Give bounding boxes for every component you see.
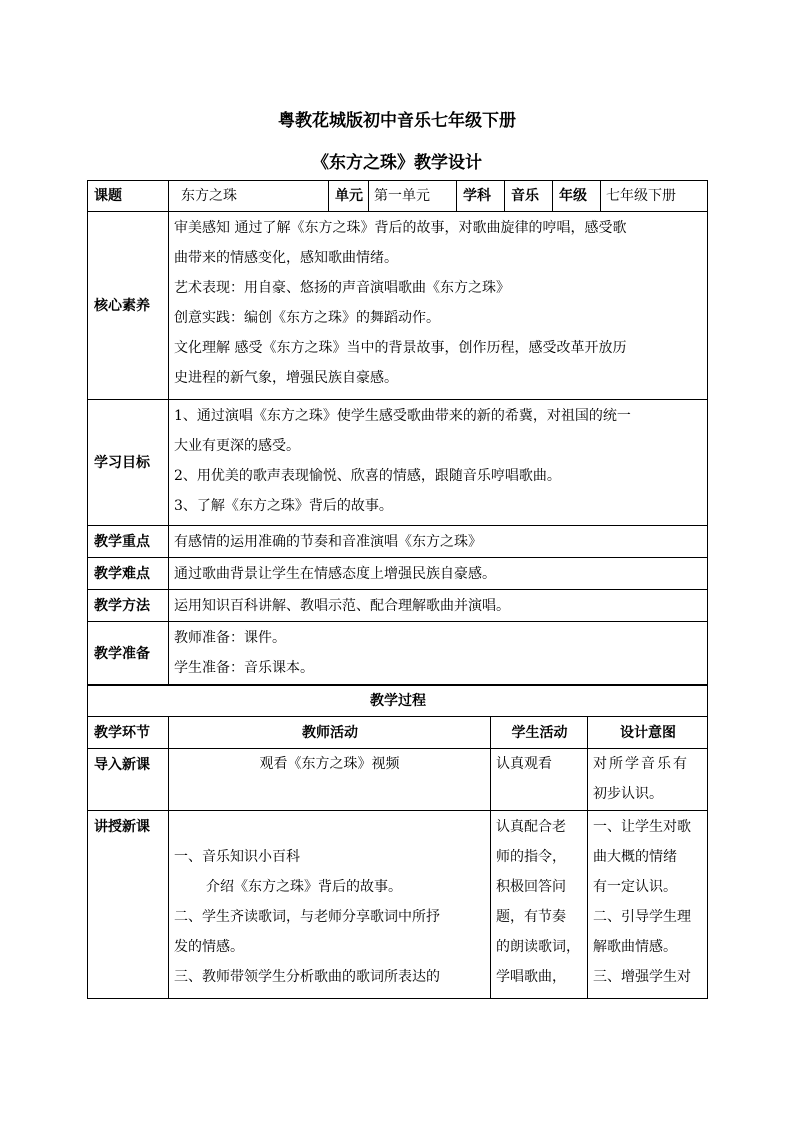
intro-intent-line: 初步认识。 xyxy=(593,786,663,802)
topic-row xyxy=(88,181,708,212)
method-label: 教学方法 xyxy=(88,590,169,622)
prep-line: 学生准备：音乐课本。 xyxy=(174,660,314,676)
process-table xyxy=(87,684,708,999)
header-intent: 设计意图 xyxy=(588,717,708,749)
goal-line: 1、通过演唱《东方之珠》使学生感受歌曲带来的新的希冀，对祖国的统一 xyxy=(174,408,631,424)
header-stage: 教学环节 xyxy=(88,717,169,749)
new-student-line: 的朗读歌词， xyxy=(496,939,580,955)
new-student-line: 学唱歌曲， xyxy=(496,969,566,985)
key-point-label: 教学重点 xyxy=(88,526,169,558)
goal-line: 3、了解《东方之珠》背后的故事。 xyxy=(174,498,393,514)
intro-student: 认真观看 xyxy=(491,749,588,811)
document-title: 粤教花城版初中音乐七年级下册 xyxy=(278,111,516,131)
new-intent-line: 曲大概的情绪 xyxy=(593,849,677,865)
process-title-row xyxy=(88,685,708,717)
new-teacher xyxy=(169,811,491,999)
new-student-line: 积极回答问 xyxy=(496,879,566,895)
new-intent-line: 解歌曲情感。 xyxy=(593,939,677,955)
key-point-value: 有感情的运用准确的节奏和音准演唱《东方之珠》 xyxy=(169,526,708,558)
new-teacher-line: 三、教师带领学生分析歌曲的歌词所表达的 xyxy=(174,969,440,985)
header-teacher: 教师活动 xyxy=(169,717,491,749)
core-content xyxy=(169,212,708,400)
core-label: 核心素养 xyxy=(88,212,169,400)
new-teacher-line: 二、学生齐读歌词，与老师分享歌词中所抒 xyxy=(174,909,440,925)
core-line: 审美感知 通过了解《东方之珠》背后的故事，对歌曲旋律的哼唱，感受歌 xyxy=(174,220,627,236)
intro-intent xyxy=(588,749,708,811)
core-line: 艺术表现：用自豪、悠扬的声音演唱歌曲《东方之珠》 xyxy=(174,280,510,296)
goal-line: 大业有更深的感受。 xyxy=(174,438,300,454)
prep-row xyxy=(88,622,708,686)
unit-label: 单元 xyxy=(329,181,369,212)
process-header-row xyxy=(88,717,708,749)
lesson-info-table xyxy=(87,180,708,686)
difficulty-label: 教学难点 xyxy=(88,558,169,590)
new-lesson-row xyxy=(88,811,708,999)
core-line: 史进程的新气象，增强民族自豪感。 xyxy=(174,370,398,386)
subject-value: 音乐 xyxy=(505,181,553,212)
method-value: 运用知识百科讲解、教唱示范、配合理解歌曲并演唱。 xyxy=(169,590,708,622)
core-row xyxy=(88,212,708,400)
difficulty-value: 通过歌曲背景让学生在情感态度上增强民族自豪感。 xyxy=(169,558,708,590)
new-intent xyxy=(588,811,708,999)
new-teacher-line: 介绍《东方之珠》背后的故事。 xyxy=(206,879,402,895)
prep-line: 教师准备：课件。 xyxy=(174,630,286,646)
topic-value: 东方之珠 xyxy=(169,181,329,212)
core-line: 曲带来的情感变化，感知歌曲情绪。 xyxy=(174,250,398,266)
goals-content xyxy=(169,400,708,526)
document-subtitle: 《东方之珠》教学设计 xyxy=(312,153,482,173)
process-title: 教学过程 xyxy=(88,685,708,717)
unit-value: 第一单元 xyxy=(369,181,457,212)
new-student xyxy=(491,811,588,999)
new-intent-line: 有一定认识。 xyxy=(593,879,677,895)
new-intent-line: 二、引导学生理 xyxy=(593,909,691,925)
prep-label: 教学准备 xyxy=(88,622,169,686)
method-row xyxy=(88,590,708,622)
new-intent-line: 三、增强学生对 xyxy=(593,969,691,985)
header-student: 学生活动 xyxy=(491,717,588,749)
topic-label: 课题 xyxy=(88,181,169,212)
subject-label: 学科 xyxy=(457,181,505,212)
core-line: 文化理解 感受《东方之珠》当中的背景故事，创作历程，感受改革开放历 xyxy=(174,340,627,356)
prep-content xyxy=(169,622,708,686)
core-line: 创意实践：编创《东方之珠》的舞蹈动作。 xyxy=(174,310,440,326)
intro-intent-line: 对所学音乐有 xyxy=(593,756,689,772)
grade-label: 年级 xyxy=(553,181,601,212)
difficulty-row xyxy=(88,558,708,590)
goals-label: 学习目标 xyxy=(88,400,169,526)
new-student-line: 题，有节奏 xyxy=(496,909,566,925)
intro-stage: 导入新课 xyxy=(88,749,169,811)
goals-row xyxy=(88,400,708,526)
new-intent-line: 一、让学生对歌 xyxy=(593,819,691,835)
new-teacher-line: 一、音乐知识小百科 xyxy=(174,849,300,865)
intro-teacher: 观看《东方之珠》视频 xyxy=(169,749,491,811)
new-stage: 讲授新课 xyxy=(88,811,169,999)
key-point-row xyxy=(88,526,708,558)
new-student-line: 师的指令， xyxy=(496,849,566,865)
new-teacher-line: 发的情感。 xyxy=(174,939,244,955)
goal-line: 2、用优美的歌声表现愉悦、欣喜的情感，跟随音乐哼唱歌曲。 xyxy=(174,468,561,484)
new-student-line: 认真配合老 xyxy=(496,819,566,835)
grade-value: 七年级下册 xyxy=(601,181,708,212)
intro-row xyxy=(88,749,708,811)
